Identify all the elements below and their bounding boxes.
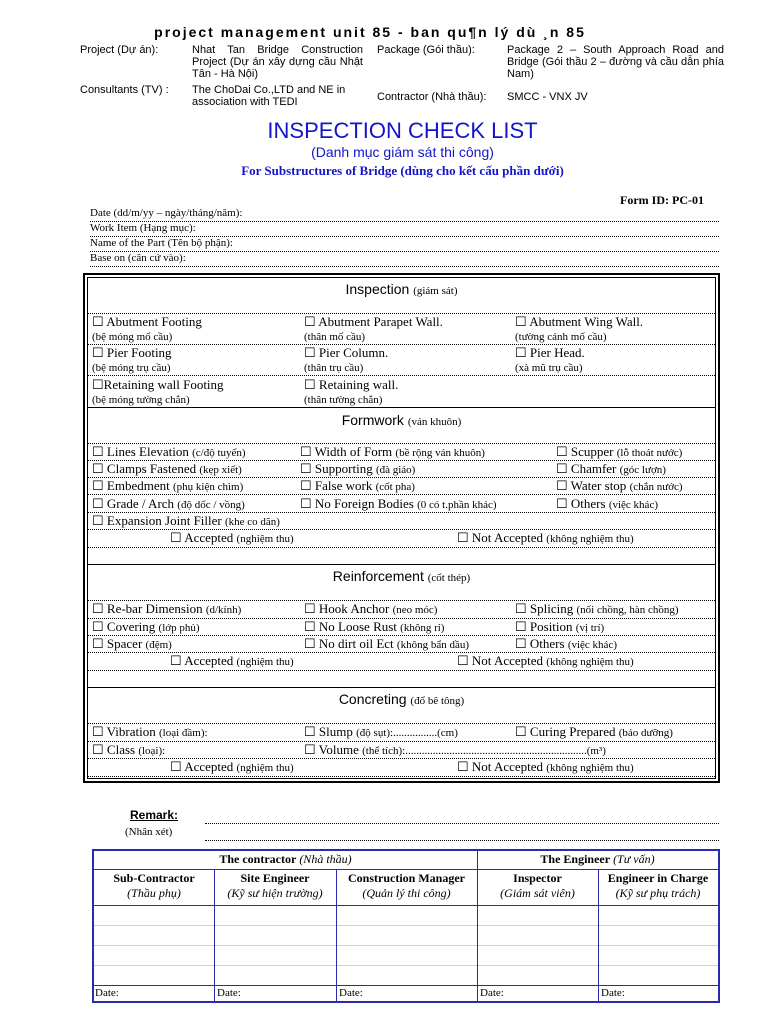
item-label-vn: (cốt pha)	[375, 481, 415, 493]
checkbox-abutment-wing-wall[interactable]	[515, 314, 643, 329]
checkbox-reinforcement-accepted[interactable]	[170, 653, 294, 670]
checkbox-covering[interactable]	[92, 619, 200, 636]
column-title-vn: (Thầu phụ)	[127, 886, 181, 900]
checkbox-icon[interactable]: ☐	[304, 619, 316, 634]
checkbox-retaining-wall[interactable]	[304, 377, 398, 392]
item-label-vn: (bệ móng trụ cầu)	[92, 362, 171, 374]
item-label-vn: (thân mố cầu)	[304, 331, 366, 343]
item-label-vn: (phụ kiện chìm)	[172, 481, 244, 493]
work-item-label: Work Item (Hạng mục):	[90, 222, 196, 234]
checkbox-icon[interactable]: ☐	[170, 653, 182, 668]
checkbox-pier-column[interactable]	[304, 345, 388, 360]
item-label: Splicing	[529, 601, 574, 616]
checkbox-scupper[interactable]	[556, 444, 682, 461]
remark-line[interactable]	[205, 823, 719, 824]
checkbox-icon[interactable]: ☐	[170, 530, 182, 545]
item-label-vn: (độ sụt):................(cm)	[356, 727, 458, 739]
base-on-label: Base on (căn cứ vào):	[90, 252, 186, 264]
divider	[94, 985, 718, 986]
base-on-field[interactable]	[90, 252, 719, 267]
not-accepted-label: Not Accepted	[471, 759, 544, 774]
item-label: Position	[529, 619, 573, 634]
not-accepted-label: Not Accepted	[471, 530, 544, 545]
item-label: Abutment Wing Wall.	[529, 314, 644, 329]
divider	[88, 375, 715, 376]
item-label: Others	[570, 496, 606, 511]
accepted-label: Accepted	[184, 759, 234, 774]
checkbox-false-work[interactable]	[300, 478, 415, 495]
section-divider	[87, 407, 716, 408]
formwork-section-title	[87, 412, 716, 428]
item-label-vn: (kẹp xiết)	[199, 464, 242, 476]
consultants-value: The ChoDai Co.,LTD and NE in association with TEDI	[192, 84, 346, 108]
item-label-vn: (bảo dưỡng)	[618, 727, 673, 739]
date-inspector[interactable]: Date:	[480, 987, 504, 999]
divider	[94, 869, 718, 870]
checkbox-curing-prepared[interactable]	[515, 724, 673, 741]
col-construction-manager	[336, 871, 477, 901]
checkbox-icon[interactable]: ☐	[457, 759, 469, 774]
checkbox-icon[interactable]: ☐	[92, 601, 104, 616]
divider	[88, 670, 715, 671]
checkbox-icon[interactable]: ☐	[515, 724, 527, 739]
item-label: Lines Elevation	[106, 444, 189, 459]
reinforcement-title: Reinforcement	[332, 568, 424, 584]
checkbox-icon[interactable]: ☐	[556, 478, 568, 493]
item-label: Clamps Fastened	[106, 461, 197, 476]
col-engineer-in-charge	[598, 871, 718, 901]
column-title-vn: (Kỹ sư hiện trường)	[227, 886, 323, 900]
engineer-group-title-vn: (Tư vấn)	[613, 852, 655, 866]
item-label: Slump	[318, 724, 353, 739]
reinforcement-title-vn: (cốt thép)	[427, 572, 471, 584]
checkbox-icon[interactable]: ☐	[92, 513, 104, 528]
checkbox-grade-arch[interactable]	[92, 496, 245, 513]
item-label: Abutment Footing	[106, 314, 202, 329]
checkbox-no-loose-rust[interactable]	[304, 619, 444, 636]
checkbox-pier-head[interactable]	[515, 345, 585, 360]
checkbox-icon[interactable]: ☐	[457, 530, 469, 545]
contractor-label: Contractor (Nhà thầu):	[377, 91, 487, 103]
contractor-group-title: The contractor	[219, 852, 297, 866]
checkbox-icon[interactable]: ☐	[92, 314, 104, 329]
project-label: Project (Dự án):	[80, 44, 159, 56]
item-label-vn: (bề rộng ván khuôn)	[395, 447, 485, 459]
checkbox-others-formwork[interactable]	[556, 496, 658, 513]
date-label: Date (dd/m/yy – ngày/tháng/năm):	[90, 207, 243, 219]
signature-box-sub-contractor[interactable]	[94, 906, 214, 985]
item-label: Class	[106, 742, 136, 757]
item-label: Curing Prepared	[529, 724, 616, 739]
page-subtitle-scope: For Substructures of Bridge (dùng cho kết cấu phần dưới)	[241, 163, 564, 178]
inspection-title: Inspection	[345, 281, 410, 297]
item-label: Chamfer	[570, 461, 617, 476]
checkbox-icon[interactable]: ☐	[515, 314, 527, 329]
item-label: Scupper	[570, 444, 614, 459]
reinforcement-section-title	[87, 568, 716, 584]
col-site-engineer	[214, 871, 336, 901]
concreting-section-title	[87, 691, 716, 707]
checkbox-icon[interactable]: ☐	[515, 601, 527, 616]
item-label: Retaining wall Footing	[103, 377, 224, 392]
item-label: False work	[314, 478, 373, 493]
item-label-vn: (thân tường chắn)	[304, 394, 383, 406]
item-label: Vibration	[106, 724, 156, 739]
checkbox-icon[interactable]: ☐	[304, 742, 316, 757]
checkbox-icon[interactable]: ☐	[515, 345, 527, 360]
checkbox-icon[interactable]: ☐	[92, 496, 104, 511]
item-label-vn: (0 có t.phần khác)	[417, 499, 497, 511]
item-label-vn: (neo móc)	[392, 604, 438, 616]
checkbox-icon[interactable]: ☐	[300, 461, 312, 476]
item-label: Supporting	[314, 461, 373, 476]
item-label-vn: (loại):	[138, 745, 166, 757]
item-label: Spacer	[106, 636, 143, 651]
item-label: Hook Anchor	[318, 601, 390, 616]
column-title-vn: (Giám sát viên)	[500, 886, 575, 900]
item-label-vn: (đệm)	[145, 639, 172, 651]
checkbox-spacer[interactable]	[92, 636, 172, 653]
item-label-vn: (nối chồng, hàn chồng)	[576, 604, 679, 616]
item-label: Expansion Joint Filler	[106, 513, 222, 528]
checkbox-splicing[interactable]	[515, 601, 679, 618]
col-inspector	[477, 871, 598, 901]
checkbox-icon[interactable]: ☐	[92, 444, 104, 459]
checkbox-icon[interactable]: ☐	[92, 724, 104, 739]
item-label: No dirt oil Ect	[318, 636, 394, 651]
date-sub-contractor[interactable]: Date:	[95, 987, 119, 999]
contractor-group-title-vn: (Nhà thầu)	[299, 852, 352, 866]
item-label: Re-bar Dimension	[106, 601, 203, 616]
signature-box-construction-manager[interactable]	[337, 906, 477, 985]
concreting-title-vn: (đổ bê tông)	[410, 695, 465, 707]
checkbox-icon[interactable]: ☐	[556, 461, 568, 476]
item-label: Width of Form	[314, 444, 393, 459]
item-label: No Foreign Bodies	[314, 496, 414, 511]
project-value: Nhat Tan Bridge Construction Project (Dự án xây dựng cầu Nhật Tân - Hà Nội)	[192, 44, 363, 80]
item-label: Water stop	[570, 478, 627, 493]
item-label-vn: (lỗ thoát nước)	[616, 447, 683, 459]
item-label: Covering	[106, 619, 156, 634]
accepted-label-vn: (nghiệm thu)	[236, 762, 294, 774]
checkbox-icon[interactable]: ☐	[304, 314, 316, 329]
accepted-label: Accepted	[184, 530, 234, 545]
signature-box-site-engineer[interactable]	[215, 906, 336, 985]
checkbox-retaining-wall-footing[interactable]	[92, 377, 224, 392]
contractor-group-header	[94, 851, 477, 869]
checkbox-icon[interactable]: ☐	[92, 636, 104, 651]
checkbox-icon[interactable]: ☐	[170, 759, 182, 774]
formwork-title: Formwork	[341, 412, 404, 428]
unit-title: project management unit 85 - ban qu¶n lý dù ¸n 85	[154, 24, 586, 40]
checkbox-pier-footing[interactable]	[92, 345, 172, 360]
remark-label-vn: (Nhân xét)	[125, 826, 173, 838]
divider	[88, 547, 715, 548]
divider	[88, 344, 715, 345]
item-label-vn: (bệ móng tường chắn)	[92, 394, 190, 406]
checkbox-slump[interactable]	[304, 724, 458, 741]
checkbox-clamps-fastened[interactable]	[92, 461, 242, 478]
item-label-vn: (không bẩn dầu)	[396, 639, 469, 651]
formwork-title-vn: (ván khuôn)	[407, 416, 462, 428]
col-sub-contractor	[94, 871, 214, 901]
item-label: Pier Column.	[318, 345, 389, 360]
checkbox-supporting[interactable]	[300, 461, 415, 478]
checkbox-embedment[interactable]	[92, 478, 243, 495]
checkbox-icon[interactable]: ☐	[92, 619, 104, 634]
date-field[interactable]	[90, 207, 719, 222]
checkbox-volume[interactable]	[304, 742, 606, 759]
contractor-value: SMCC - VNX JV	[507, 91, 588, 103]
item-label: Abutment Parapet Wall.	[318, 314, 443, 329]
checkbox-position[interactable]	[515, 619, 604, 636]
checkbox-formwork-not-accepted[interactable]	[457, 530, 634, 547]
section-divider	[87, 687, 716, 688]
part-name-field[interactable]	[90, 237, 719, 252]
checkbox-no-foreign-bodies[interactable]	[300, 496, 497, 513]
item-label: Volume	[318, 742, 359, 757]
item-label-vn: (khe co dãn)	[225, 516, 280, 528]
column-title-vn: (Kỹ sư phụ trách)	[615, 886, 701, 900]
consultants-label: Consultants (TV) :	[80, 84, 169, 96]
not-accepted-label-vn: (không nghiệm thu)	[546, 533, 634, 545]
checkbox-icon[interactable]: ☐	[92, 377, 104, 392]
package-value: Package 2 – South Approach Road and Bridge (Gói thầu 2 – đường và cầu dẫn phía Nam)	[507, 44, 724, 80]
engineer-group-header	[477, 851, 718, 869]
checkbox-icon[interactable]: ☐	[300, 496, 312, 511]
accepted-label-vn: (nghiệm thu)	[236, 656, 294, 668]
item-label-vn: (xà mũ trụ cầu)	[515, 362, 583, 374]
inspection-title-vn: (giám sát)	[413, 285, 458, 297]
page-title: INSPECTION CHECK LIST	[267, 118, 538, 143]
checkbox-concreting-accepted[interactable]	[170, 759, 294, 776]
item-label: No Loose Rust	[318, 619, 397, 634]
checkbox-icon[interactable]: ☐	[92, 461, 104, 476]
checkbox-icon[interactable]: ☐	[92, 478, 104, 493]
checkbox-rebar-dimension[interactable]	[92, 601, 241, 618]
checkbox-icon[interactable]: ☐	[304, 377, 316, 392]
form-id: Form ID: PC-01	[620, 193, 704, 207]
checkbox-abutment-footing[interactable]	[92, 314, 202, 329]
checkbox-icon[interactable]: ☐	[92, 345, 104, 360]
part-name-label: Name of the Part (Tên bộ phận):	[90, 237, 233, 249]
work-item-field[interactable]	[90, 222, 719, 237]
checkbox-icon[interactable]: ☐	[556, 496, 568, 511]
checkbox-vibration[interactable]	[92, 724, 208, 741]
signature-box-inspector[interactable]	[478, 906, 598, 985]
item-label-vn: (lớp phủ)	[158, 622, 200, 634]
page-subtitle: (Danh mục giám sát thi công)	[311, 144, 494, 160]
item-label-vn: (độ dốc / vồng)	[177, 499, 245, 511]
not-accepted-label-vn: (không nghiệm thu)	[546, 656, 634, 668]
item-label-vn: (không rỉ)	[400, 622, 445, 634]
item-label-vn: (c/độ tuyến)	[192, 447, 246, 459]
item-label-vn: (đà giáo)	[375, 464, 416, 476]
item-label-vn: (thể tích):..................................................................(m³)	[362, 745, 606, 757]
checkbox-icon[interactable]: ☐	[300, 444, 312, 459]
checkbox-others-reinforcement[interactable]	[515, 636, 617, 653]
checkbox-concreting-not-accepted[interactable]	[457, 759, 634, 776]
item-label: Retaining wall.	[318, 377, 399, 392]
date-engineer-in-charge[interactable]: Date:	[601, 987, 625, 999]
item-label: Grade / Arch	[106, 496, 175, 511]
divider	[88, 494, 715, 495]
item-label-vn: (bệ móng mố cầu)	[92, 331, 173, 343]
item-label-vn: (việc khác)	[608, 499, 658, 511]
checkbox-reinforcement-not-accepted[interactable]	[457, 653, 634, 670]
checkbox-lines-elevation[interactable]	[92, 444, 246, 461]
engineer-group-title: The Engineer	[540, 852, 611, 866]
column-title: Engineer in Charge	[607, 871, 709, 885]
column-title: Inspector	[513, 871, 562, 885]
checkbox-water-stop[interactable]	[556, 478, 683, 495]
checkbox-icon[interactable]: ☐	[300, 478, 312, 493]
checkbox-class[interactable]	[92, 742, 165, 759]
item-label-vn: (chắn nước)	[629, 481, 683, 493]
remark-label: Remark:	[130, 808, 179, 822]
inspection-section-title	[87, 281, 716, 297]
checkbox-icon[interactable]: ☐	[515, 636, 527, 651]
accepted-label-vn: (nghiệm thu)	[236, 533, 294, 545]
checkbox-formwork-accepted[interactable]	[170, 530, 294, 547]
checkbox-icon[interactable]: ☐	[304, 636, 316, 651]
checkbox-abutment-parapet-wall[interactable]	[304, 314, 443, 329]
checkbox-icon[interactable]: ☐	[556, 444, 568, 459]
column-title: Construction Manager	[348, 871, 465, 885]
checkbox-icon[interactable]: ☐	[457, 653, 469, 668]
signature-table	[92, 849, 720, 1003]
divider	[88, 776, 715, 777]
column-title-vn: (Quản lý thi công)	[362, 886, 451, 900]
item-label-vn: (loại đầm):	[158, 727, 208, 739]
item-label: Pier Footing	[106, 345, 172, 360]
checkbox-icon[interactable]: ☐	[304, 724, 316, 739]
item-label: Embedment	[106, 478, 170, 493]
accepted-label: Accepted	[184, 653, 234, 668]
column-title: Site Engineer	[240, 871, 310, 885]
item-label-vn: (tường cánh mố cầu)	[515, 331, 607, 343]
date-site-engineer[interactable]: Date:	[217, 987, 241, 999]
checkbox-no-dirt-oil[interactable]	[304, 636, 469, 653]
checkbox-icon[interactable]: ☐	[304, 601, 316, 616]
remark-line[interactable]	[205, 840, 719, 841]
checkbox-width-of-form[interactable]	[300, 444, 485, 461]
section-divider	[87, 564, 716, 565]
item-label-vn: (thân trụ cầu)	[304, 362, 364, 374]
item-label: Others	[529, 636, 565, 651]
checkbox-chamfer[interactable]	[556, 461, 666, 478]
not-accepted-label: Not Accepted	[471, 653, 544, 668]
item-label-vn: (d/kính)	[205, 604, 242, 616]
item-label-vn: (vị trí)	[575, 622, 605, 634]
checkbox-hook-anchor[interactable]	[304, 601, 437, 618]
checkbox-icon[interactable]: ☐	[304, 345, 316, 360]
column-title: Sub-Contractor	[113, 871, 195, 885]
item-label-vn: (góc lượn)	[619, 464, 666, 476]
checkbox-icon[interactable]: ☐	[92, 742, 104, 757]
not-accepted-label-vn: (không nghiệm thu)	[546, 762, 634, 774]
checkbox-icon[interactable]: ☐	[515, 619, 527, 634]
checkbox-expansion-joint-filler[interactable]	[92, 513, 280, 530]
item-label: Pier Head.	[529, 345, 585, 360]
item-label-vn: (việc khác)	[567, 639, 617, 651]
package-label: Package (Gói thầu):	[377, 44, 475, 56]
signature-box-engineer-in-charge[interactable]	[599, 906, 718, 985]
concreting-title: Concreting	[338, 691, 407, 707]
date-construction-manager[interactable]: Date:	[339, 987, 363, 999]
